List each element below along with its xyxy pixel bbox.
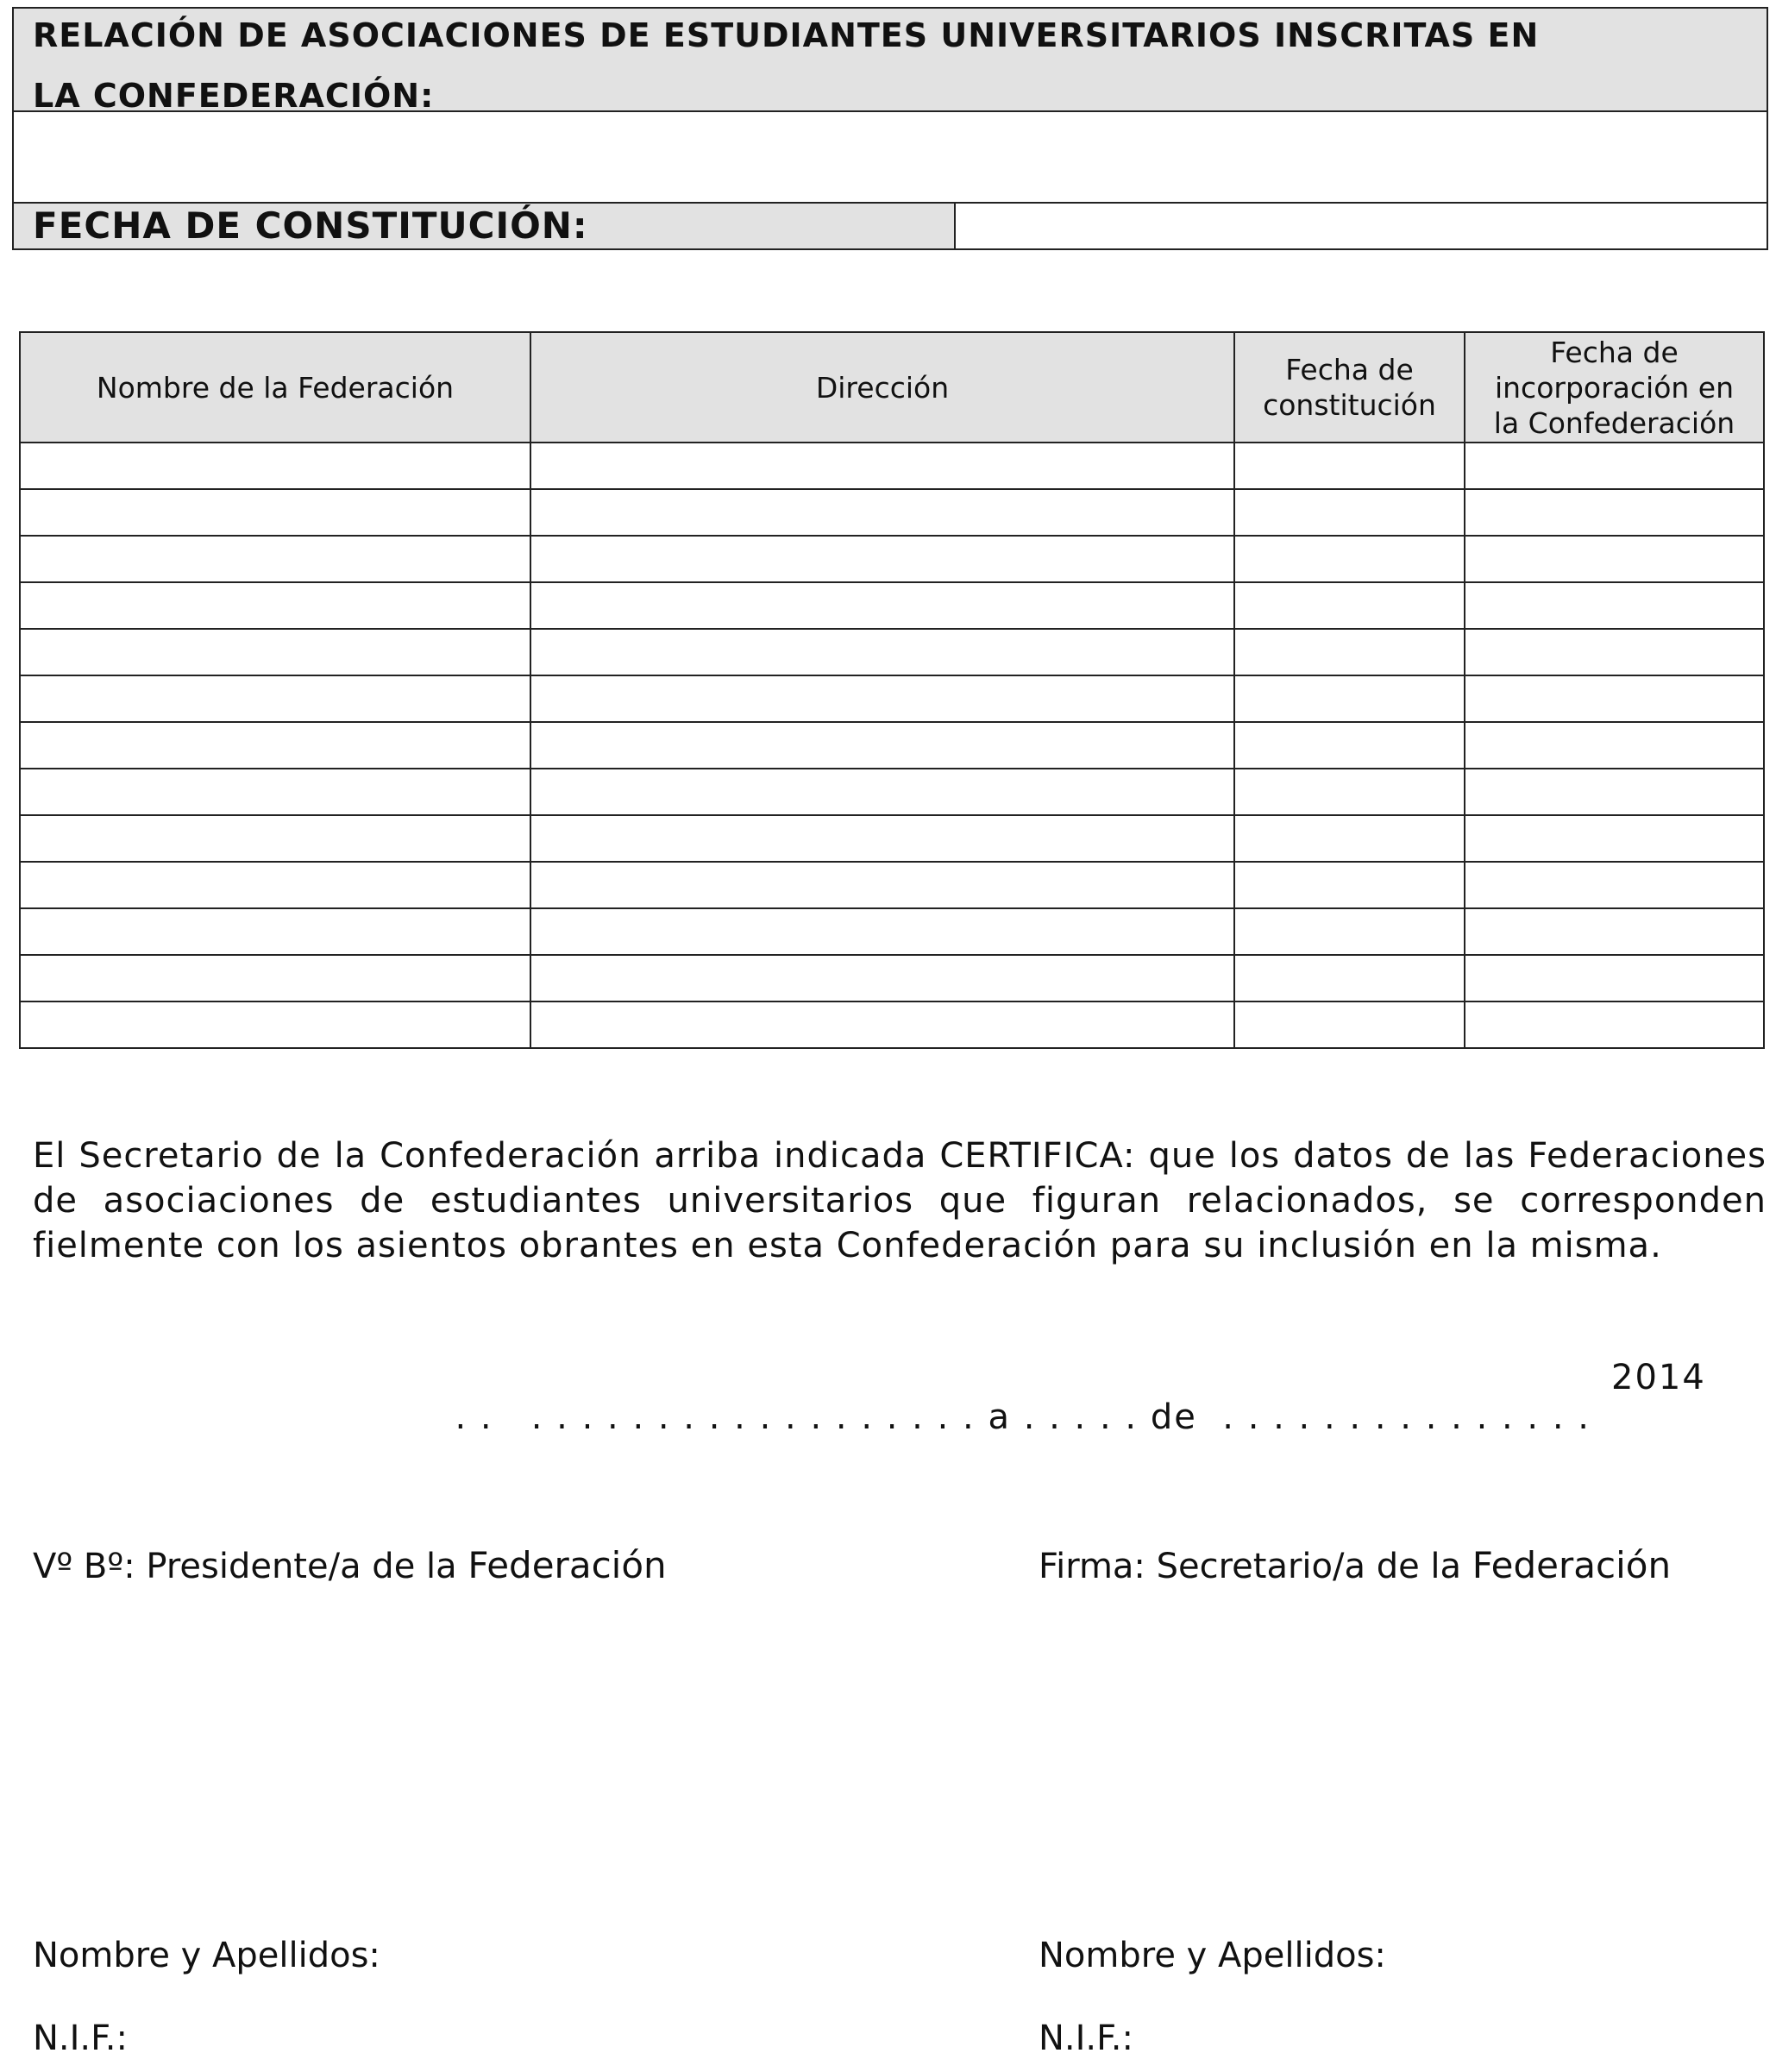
cell-fecha-incorporacion[interactable] (1465, 675, 1764, 722)
col-header-fecha-incorporacion-line3: la Confederación (1493, 405, 1735, 440)
cell-direccion[interactable] (530, 489, 1234, 536)
col-header-fecha-constitucion (1234, 332, 1465, 443)
cell-direccion[interactable] (530, 443, 1234, 489)
table-row (20, 675, 1764, 722)
cell-direccion[interactable] (530, 536, 1234, 582)
fecha-constitucion-field[interactable] (956, 204, 1767, 248)
cell-nombre[interactable] (20, 582, 530, 629)
table-row (20, 489, 1764, 536)
cell-fecha-constitucion[interactable] (1234, 862, 1465, 908)
cell-nombre[interactable] (20, 815, 530, 862)
cell-direccion[interactable] (530, 955, 1234, 1001)
table-row (20, 1001, 1764, 1048)
table-row (20, 536, 1764, 582)
date-year: 2014 (1611, 1358, 1706, 1397)
federations-table (19, 331, 1765, 1049)
cell-direccion[interactable] (530, 769, 1234, 815)
header-title (14, 9, 1767, 115)
right-signature-title (1039, 1544, 1671, 1586)
cell-fecha-constitucion[interactable] (1234, 536, 1465, 582)
header-title-line2: LA CONFEDERACIÓN: (33, 77, 435, 115)
cell-nombre[interactable] (20, 536, 530, 582)
left-signature-suffix: Federación (468, 1544, 667, 1586)
cell-nombre[interactable] (20, 489, 530, 536)
cell-direccion[interactable] (530, 722, 1234, 769)
table-row (20, 815, 1764, 862)
fecha-constitucion-label: FECHA DE CONSTITUCIÓN: (14, 204, 956, 248)
cell-nombre[interactable] (20, 629, 530, 675)
cell-fecha-incorporacion[interactable] (1465, 862, 1764, 908)
col-header-direccion: Dirección (530, 332, 1234, 443)
cell-nombre[interactable] (20, 862, 530, 908)
cell-fecha-incorporacion[interactable] (1465, 955, 1764, 1001)
table-row (20, 862, 1764, 908)
right-nif-label: N.I.F.: (1039, 2019, 1133, 2058)
cell-direccion[interactable] (530, 629, 1234, 675)
cell-nombre[interactable] (20, 1001, 530, 1048)
cell-fecha-incorporacion[interactable] (1465, 815, 1764, 862)
cell-fecha-constitucion[interactable] (1234, 443, 1465, 489)
right-signature-prefix: Firma: Secretario/a de la (1039, 1547, 1462, 1586)
cell-fecha-incorporacion[interactable] (1465, 908, 1764, 955)
right-signature-suffix: Federación (1472, 1544, 1672, 1586)
table-header-row (20, 332, 1764, 443)
table-row (20, 443, 1764, 489)
cell-fecha-constitucion[interactable] (1234, 582, 1465, 629)
table-row (20, 908, 1764, 955)
table-row (20, 582, 1764, 629)
cell-fecha-constitucion[interactable] (1234, 722, 1465, 769)
header-box (12, 7, 1768, 250)
cell-nombre[interactable] (20, 955, 530, 1001)
col-header-fecha-constitucion-line2: constitución (1263, 388, 1436, 422)
cell-direccion[interactable] (530, 1001, 1234, 1048)
cell-fecha-constitucion[interactable] (1234, 815, 1465, 862)
table-row (20, 769, 1764, 815)
cell-fecha-constitucion[interactable] (1234, 955, 1465, 1001)
cell-fecha-incorporacion[interactable] (1465, 1001, 1764, 1048)
cell-direccion[interactable] (530, 582, 1234, 629)
col-header-fecha-constitucion-line1: Fecha de (1285, 353, 1414, 386)
certification-text: El Secretario de la Confederación arriba indicada CERTIFICA: que los datos de las Federaciones de asociaciones de estudiantes universitarios que figuran relacionados, se corresponden fielmente con los asientos obrantes en esta Confederación para su inclusión en la misma. (33, 1136, 1767, 1265)
left-nif-label: N.I.F.: (33, 2019, 128, 2058)
confederation-name-field[interactable] (14, 112, 1767, 204)
cell-fecha-incorporacion[interactable] (1465, 443, 1764, 489)
col-header-fecha-incorporacion (1465, 332, 1764, 443)
cell-fecha-constitucion[interactable] (1234, 629, 1465, 675)
left-name-label: Nombre y Apellidos: (33, 1936, 380, 1975)
cell-nombre[interactable] (20, 443, 530, 489)
cell-fecha-constitucion[interactable] (1234, 908, 1465, 955)
cell-fecha-incorporacion[interactable] (1465, 722, 1764, 769)
left-signature-title (33, 1544, 667, 1586)
cell-direccion[interactable] (530, 675, 1234, 722)
cell-fecha-constitucion[interactable] (1234, 769, 1465, 815)
table-row (20, 955, 1764, 1001)
cell-nombre[interactable] (20, 769, 530, 815)
date-line-blanks[interactable]: . . . . . . . . . . . . . . . . . . . . a . . . . . de . . . . . . . . . . . . . . . (455, 1397, 1591, 1437)
cell-direccion[interactable] (530, 815, 1234, 862)
cell-fecha-constitucion[interactable] (1234, 675, 1465, 722)
col-header-fecha-incorporacion-line1: Fecha de (1550, 335, 1679, 369)
cell-nombre[interactable] (20, 908, 530, 955)
table-body (20, 443, 1764, 1048)
date-line (430, 1358, 1706, 1477)
cell-fecha-incorporacion[interactable] (1465, 769, 1764, 815)
col-header-fecha-incorporacion-line2: incorporación en (1494, 370, 1735, 405)
right-name-label: Nombre y Apellidos: (1039, 1936, 1386, 1975)
cell-nombre[interactable] (20, 675, 530, 722)
cell-direccion[interactable] (530, 862, 1234, 908)
table-row (20, 629, 1764, 675)
cell-fecha-incorporacion[interactable] (1465, 582, 1764, 629)
left-signature-prefix: Vº Bº: Presidente/a de la (33, 1547, 457, 1586)
cell-fecha-constitucion[interactable] (1234, 489, 1465, 536)
header-title-line1: RELACIÓN DE ASOCIACIONES DE ESTUDIANTES UNIVERSITARIOS INSCRITAS EN (33, 16, 1540, 54)
cell-nombre[interactable] (20, 722, 530, 769)
cell-fecha-incorporacion[interactable] (1465, 489, 1764, 536)
cell-fecha-incorporacion[interactable] (1465, 536, 1764, 582)
fecha-row (14, 204, 1767, 248)
cell-fecha-incorporacion[interactable] (1465, 629, 1764, 675)
cell-fecha-constitucion[interactable] (1234, 1001, 1465, 1048)
table-row (20, 722, 1764, 769)
cell-direccion[interactable] (530, 908, 1234, 955)
col-header-nombre: Nombre de la Federación (20, 332, 530, 443)
